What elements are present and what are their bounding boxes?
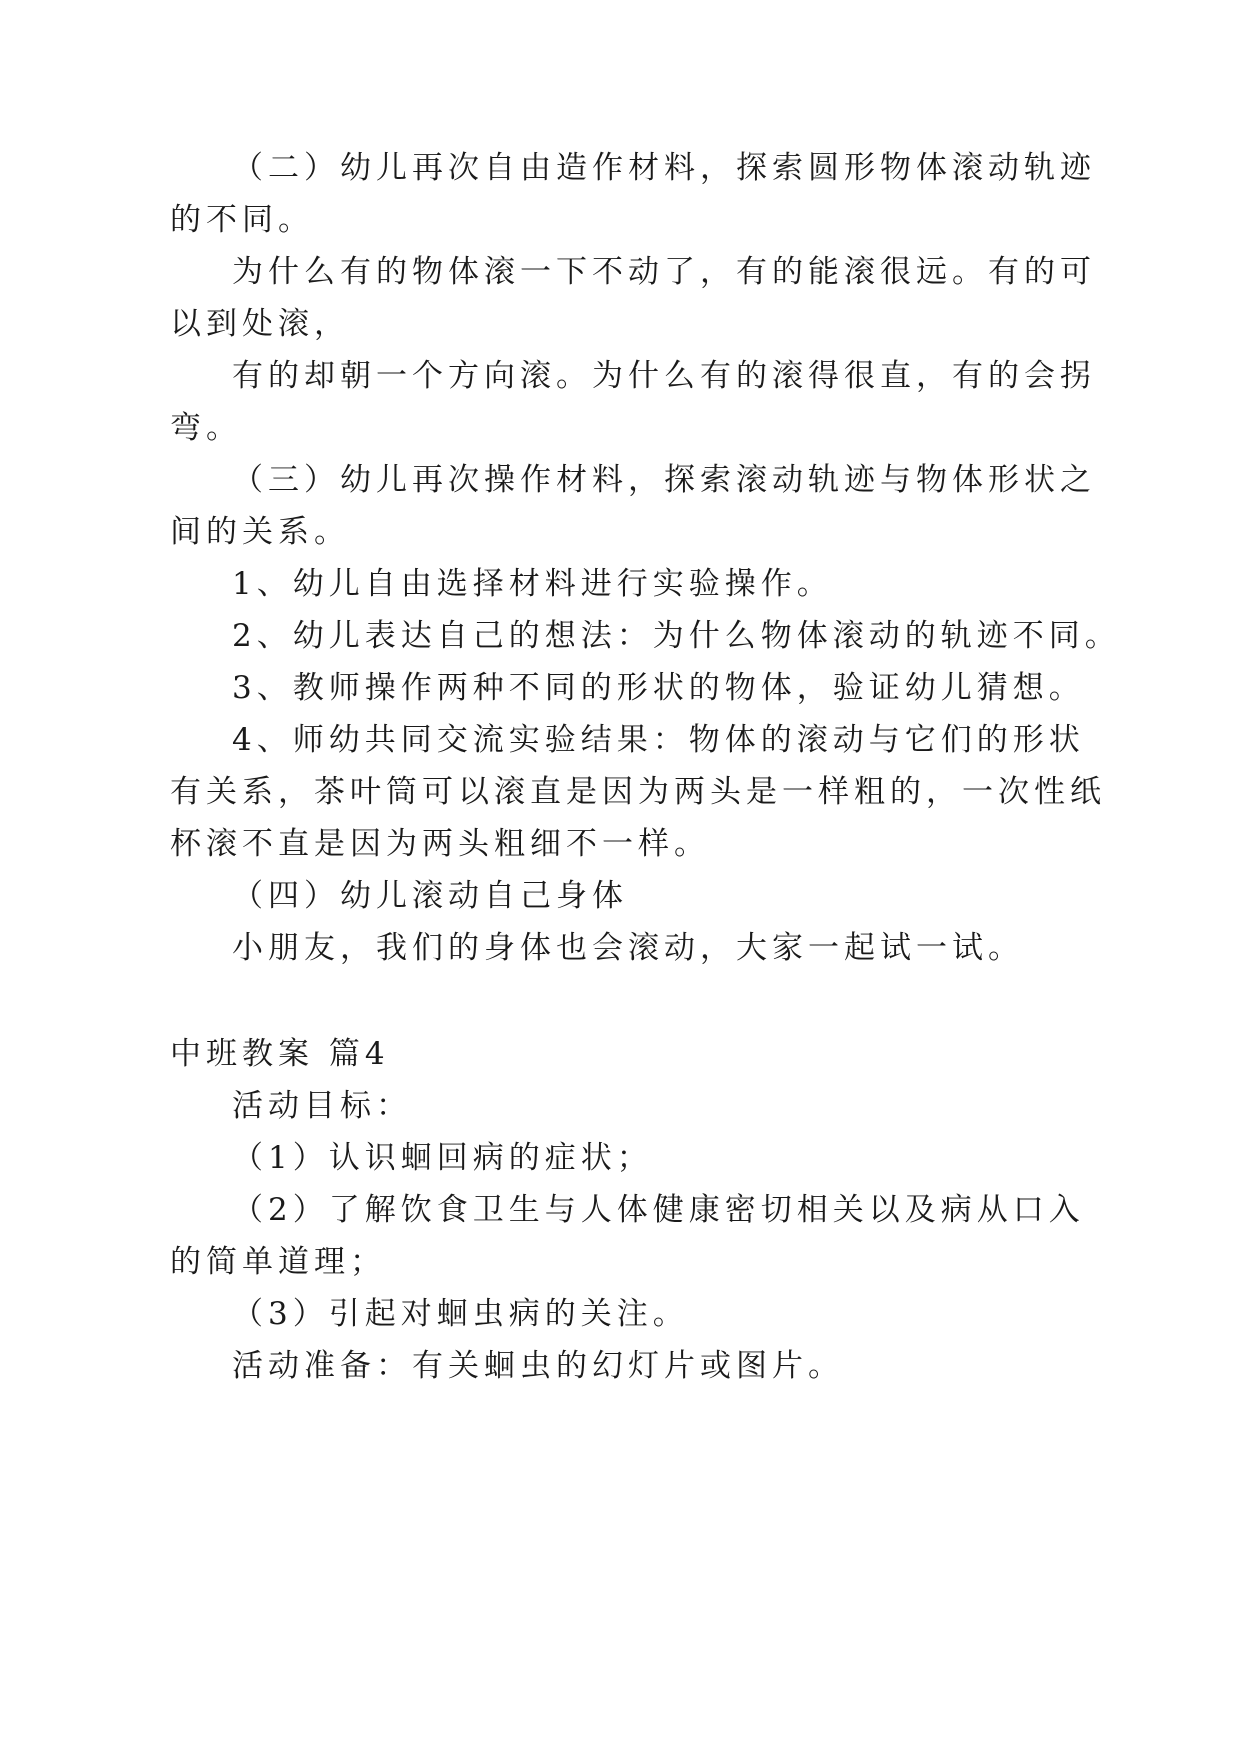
goal-3: （3）引起对蛔虫病的关注。 bbox=[232, 1296, 689, 1332]
list-item-4-line1: 4、师幼共同交流实验结果：物体的滚动与它们的形状 bbox=[232, 722, 1085, 758]
step2-title-line2: 的不同。 bbox=[170, 202, 314, 238]
step4-text: 小朋友，我们的身体也会滚动，大家一起试一试。 bbox=[232, 930, 1024, 966]
step3-title-line2: 间的关系。 bbox=[170, 514, 350, 550]
list-item-4-line2: 有关系，茶叶筒可以滚直是因为两头是一样粗的，一次性纸 bbox=[170, 774, 1106, 810]
list-item-3: 3、教师操作两种不同的形状的物体，验证幼儿猜想。 bbox=[232, 670, 1085, 706]
question1-line2: 以到处滚， bbox=[170, 306, 350, 342]
question2-line2: 弯。 bbox=[170, 410, 242, 446]
list-item-2: 2、幼儿表达自己的想法：为什么物体滚动的轨迹不同。 bbox=[232, 618, 1121, 654]
goal-1: （1）认识蛔回病的症状； bbox=[232, 1140, 653, 1176]
question1-line1: 为什么有的物体滚一下不动了，有的能滚很远。有的可 bbox=[232, 254, 1096, 290]
goal-label: 活动目标： bbox=[232, 1088, 412, 1124]
question2-line1: 有的却朝一个方向滚。为什么有的滚得很直，有的会拐 bbox=[232, 358, 1096, 394]
list-item-4-line3: 杯滚不直是因为两头粗细不一样。 bbox=[170, 826, 710, 862]
goal-2-line2: 的简单道理； bbox=[170, 1244, 386, 1280]
goal-2-line1: （2）了解饮食卫生与人体健康密切相关以及病从口入 bbox=[232, 1192, 1085, 1228]
list-item-1: 1、幼儿自由选择材料进行实验操作。 bbox=[232, 566, 833, 602]
section-heading: 中班教案 篇4 bbox=[170, 1036, 390, 1072]
step3-title-line1: （三）幼儿再次操作材料，探索滚动轨迹与物体形状之 bbox=[232, 462, 1096, 498]
step4-title: （四）幼儿滚动自己身体 bbox=[232, 878, 628, 914]
preparation: 活动准备：有关蛔虫的幻灯片或图片。 bbox=[232, 1348, 844, 1384]
step2-title-line1: （二）幼儿再次自由造作材料，探索圆形物体滚动轨迹 bbox=[232, 150, 1096, 186]
